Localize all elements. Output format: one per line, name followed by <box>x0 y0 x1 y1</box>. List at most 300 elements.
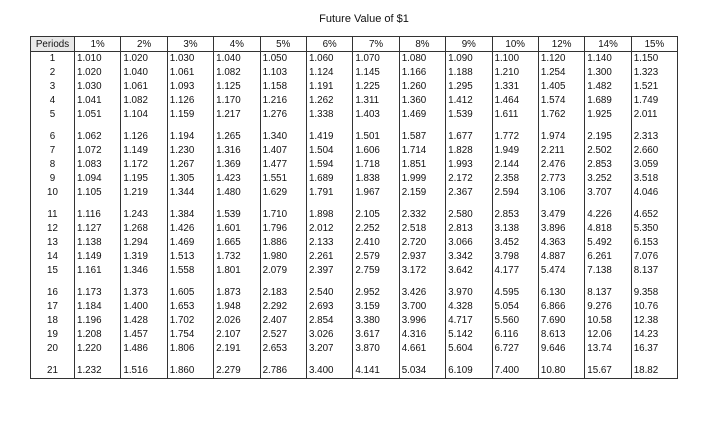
value-cell: 2.105 <box>353 200 399 222</box>
value-cell: 1.412 <box>446 94 492 108</box>
value-cell: 1.993 <box>446 158 492 172</box>
value-cell: 1.040 <box>121 66 167 80</box>
value-cell: 1.254 <box>538 66 584 80</box>
value-cell: 1.689 <box>585 94 631 108</box>
value-cell: 1.407 <box>260 144 306 158</box>
value-cell: 3.380 <box>353 314 399 328</box>
table-row <box>31 144 678 158</box>
value-cell: 1.419 <box>306 122 352 144</box>
value-cell: 1.217 <box>214 108 260 122</box>
value-cell: 1.796 <box>260 222 306 236</box>
value-cell: 1.838 <box>353 172 399 186</box>
rate-header: 3% <box>167 37 213 52</box>
value-cell: 1.323 <box>631 66 677 80</box>
value-cell: 2.252 <box>353 222 399 236</box>
value-cell: 2.594 <box>492 186 538 200</box>
value-cell: 4.818 <box>585 222 631 236</box>
value-cell: 2.261 <box>306 250 352 264</box>
value-cell: 1.665 <box>214 236 260 250</box>
value-cell: 1.090 <box>446 52 492 67</box>
value-cell: 1.749 <box>631 94 677 108</box>
value-cell: 1.331 <box>492 80 538 94</box>
value-cell: 2.172 <box>446 172 492 186</box>
value-cell: 2.580 <box>446 200 492 222</box>
value-cell: 1.276 <box>260 108 306 122</box>
value-cell: 1.210 <box>492 66 538 80</box>
value-cell: 1.195 <box>121 172 167 186</box>
period-cell: 16 <box>31 278 75 300</box>
value-cell: 9.276 <box>585 300 631 314</box>
rate-header: 6% <box>306 37 352 52</box>
period-cell: 5 <box>31 108 75 122</box>
value-cell: 4.717 <box>446 314 492 328</box>
value-cell: 2.579 <box>353 250 399 264</box>
value-cell: 6.116 <box>492 328 538 342</box>
value-cell: 1.294 <box>121 236 167 250</box>
value-cell: 1.539 <box>446 108 492 122</box>
value-cell: 2.332 <box>399 200 445 222</box>
value-cell: 2.786 <box>260 356 306 379</box>
period-cell: 14 <box>31 250 75 264</box>
period-cell: 10 <box>31 186 75 200</box>
value-cell: 1.061 <box>167 66 213 80</box>
value-cell: 10.80 <box>538 356 584 379</box>
period-cell: 8 <box>31 158 75 172</box>
value-cell: 1.225 <box>353 80 399 94</box>
value-cell: 1.967 <box>353 186 399 200</box>
value-cell: 1.060 <box>306 52 352 67</box>
value-cell: 1.482 <box>585 80 631 94</box>
value-cell: 1.606 <box>353 144 399 158</box>
value-cell: 1.501 <box>353 122 399 144</box>
value-cell: 3.172 <box>399 264 445 278</box>
value-cell: 1.714 <box>399 144 445 158</box>
value-cell: 1.208 <box>75 328 121 342</box>
table-row <box>31 186 678 200</box>
rate-header: 8% <box>399 37 445 52</box>
rate-header: 2% <box>121 37 167 52</box>
value-cell: 1.311 <box>353 94 399 108</box>
value-cell: 2.191 <box>214 342 260 356</box>
value-cell: 1.140 <box>585 52 631 67</box>
value-cell: 1.191 <box>306 80 352 94</box>
value-cell: 1.653 <box>167 300 213 314</box>
value-cell: 10.76 <box>631 300 677 314</box>
table-row <box>31 200 678 222</box>
value-cell: 1.806 <box>167 342 213 356</box>
value-cell: 1.316 <box>214 144 260 158</box>
value-cell: 1.295 <box>446 80 492 94</box>
value-cell: 1.010 <box>75 52 121 67</box>
value-cell: 1.040 <box>214 52 260 67</box>
value-cell: 1.405 <box>538 80 584 94</box>
value-cell: 7.076 <box>631 250 677 264</box>
value-cell: 1.173 <box>75 278 121 300</box>
value-cell: 4.363 <box>538 236 584 250</box>
value-cell: 1.605 <box>167 278 213 300</box>
value-cell: 1.762 <box>538 108 584 122</box>
value-cell: 5.474 <box>538 264 584 278</box>
value-cell: 1.232 <box>75 356 121 379</box>
value-cell: 6.153 <box>631 236 677 250</box>
value-cell: 3.642 <box>446 264 492 278</box>
value-cell: 1.400 <box>121 300 167 314</box>
value-cell: 3.400 <box>306 356 352 379</box>
value-cell: 1.041 <box>75 94 121 108</box>
value-cell: 3.252 <box>585 172 631 186</box>
value-cell: 1.196 <box>75 314 121 328</box>
value-cell: 2.313 <box>631 122 677 144</box>
value-cell: 1.702 <box>167 314 213 328</box>
value-cell: 1.828 <box>446 144 492 158</box>
rate-header: 15% <box>631 37 677 52</box>
value-cell: 3.617 <box>353 328 399 342</box>
value-cell: 1.338 <box>306 108 352 122</box>
value-cell: 1.103 <box>260 66 306 80</box>
value-cell: 2.107 <box>214 328 260 342</box>
value-cell: 6.866 <box>538 300 584 314</box>
value-cell: 2.773 <box>538 172 584 186</box>
value-cell: 1.267 <box>167 158 213 172</box>
period-cell: 6 <box>31 122 75 144</box>
value-cell: 7.400 <box>492 356 538 379</box>
value-cell: 1.127 <box>75 222 121 236</box>
value-cell: 1.030 <box>167 52 213 67</box>
value-cell: 1.126 <box>167 94 213 108</box>
value-cell: 1.051 <box>75 108 121 122</box>
period-cell: 2 <box>31 66 75 80</box>
value-cell: 3.138 <box>492 222 538 236</box>
value-cell: 1.360 <box>399 94 445 108</box>
value-cell: 2.079 <box>260 264 306 278</box>
value-cell: 4.887 <box>538 250 584 264</box>
value-cell: 1.104 <box>121 108 167 122</box>
value-cell: 1.558 <box>167 264 213 278</box>
value-cell: 7.138 <box>585 264 631 278</box>
period-cell: 3 <box>31 80 75 94</box>
value-cell: 1.791 <box>306 186 352 200</box>
value-cell: 1.093 <box>167 80 213 94</box>
value-cell: 1.469 <box>167 236 213 250</box>
value-cell: 1.149 <box>75 250 121 264</box>
value-cell: 4.328 <box>446 300 492 314</box>
value-cell: 6.130 <box>538 278 584 300</box>
value-cell: 4.046 <box>631 186 677 200</box>
value-cell: 2.026 <box>214 314 260 328</box>
value-cell: 3.518 <box>631 172 677 186</box>
value-cell: 1.188 <box>446 66 492 80</box>
value-cell: 1.574 <box>538 94 584 108</box>
table-row <box>31 236 678 250</box>
period-cell: 4 <box>31 94 75 108</box>
value-cell: 1.948 <box>214 300 260 314</box>
value-cell: 12.38 <box>631 314 677 328</box>
periods-header: Periods <box>31 37 75 52</box>
value-cell: 4.661 <box>399 342 445 356</box>
rate-header: 1% <box>75 37 121 52</box>
value-cell: 8.137 <box>631 264 677 278</box>
table-row <box>31 264 678 278</box>
value-cell: 5.492 <box>585 236 631 250</box>
value-cell: 3.106 <box>538 186 584 200</box>
value-cell: 1.551 <box>260 172 306 186</box>
table-row <box>31 342 678 356</box>
value-cell: 1.801 <box>214 264 260 278</box>
value-cell: 5.054 <box>492 300 538 314</box>
value-cell: 1.061 <box>121 80 167 94</box>
value-cell: 4.141 <box>353 356 399 379</box>
value-cell: 16.37 <box>631 342 677 356</box>
value-cell: 1.469 <box>399 108 445 122</box>
value-cell: 1.423 <box>214 172 260 186</box>
value-cell: 2.476 <box>538 158 584 172</box>
value-cell: 1.772 <box>492 122 538 144</box>
value-cell: 4.652 <box>631 200 677 222</box>
value-cell: 1.346 <box>121 264 167 278</box>
value-cell: 1.072 <box>75 144 121 158</box>
value-cell: 2.502 <box>585 144 631 158</box>
value-cell: 9.646 <box>538 342 584 356</box>
table-row <box>31 80 678 94</box>
table-row <box>31 314 678 328</box>
value-cell: 3.066 <box>446 236 492 250</box>
value-cell: 1.886 <box>260 236 306 250</box>
table-row <box>31 94 678 108</box>
period-cell: 9 <box>31 172 75 186</box>
value-cell: 1.426 <box>167 222 213 236</box>
value-cell: 1.260 <box>399 80 445 94</box>
value-cell: 2.693 <box>306 300 352 314</box>
value-cell: 1.851 <box>399 158 445 172</box>
table-row <box>31 356 678 379</box>
value-cell: 1.754 <box>167 328 213 342</box>
value-cell: 3.026 <box>306 328 352 342</box>
period-cell: 1 <box>31 52 75 67</box>
value-cell: 1.513 <box>167 250 213 264</box>
value-cell: 7.690 <box>538 314 584 328</box>
value-cell: 1.611 <box>492 108 538 122</box>
period-cell: 12 <box>31 222 75 236</box>
rate-header: 9% <box>446 37 492 52</box>
value-cell: 2.813 <box>446 222 492 236</box>
header-row <box>31 37 678 52</box>
value-cell: 5.350 <box>631 222 677 236</box>
value-cell: 1.974 <box>538 122 584 144</box>
value-cell: 1.124 <box>306 66 352 80</box>
value-cell: 1.268 <box>121 222 167 236</box>
value-cell: 1.125 <box>214 80 260 94</box>
rate-header: 7% <box>353 37 399 52</box>
value-cell: 1.732 <box>214 250 260 264</box>
table-row <box>31 122 678 144</box>
value-cell: 1.539 <box>214 200 260 222</box>
table-row <box>31 158 678 172</box>
value-cell: 15.67 <box>585 356 631 379</box>
value-cell: 1.873 <box>214 278 260 300</box>
value-cell: 2.660 <box>631 144 677 158</box>
value-cell: 2.159 <box>399 186 445 200</box>
table-row <box>31 66 678 80</box>
value-cell: 3.479 <box>538 200 584 222</box>
value-cell: 1.428 <box>121 314 167 328</box>
value-cell: 2.133 <box>306 236 352 250</box>
value-cell: 2.937 <box>399 250 445 264</box>
value-cell: 2.183 <box>260 278 306 300</box>
value-cell: 1.082 <box>121 94 167 108</box>
value-cell: 1.480 <box>214 186 260 200</box>
value-cell: 1.305 <box>167 172 213 186</box>
value-cell: 1.158 <box>260 80 306 94</box>
value-cell: 5.560 <box>492 314 538 328</box>
value-cell: 2.527 <box>260 328 306 342</box>
value-cell: 1.925 <box>585 108 631 122</box>
value-cell: 9.358 <box>631 278 677 300</box>
rate-header: 5% <box>260 37 306 52</box>
value-cell: 1.587 <box>399 122 445 144</box>
table-row <box>31 250 678 264</box>
value-cell: 1.080 <box>399 52 445 67</box>
value-cell: 1.138 <box>75 236 121 250</box>
value-cell: 4.226 <box>585 200 631 222</box>
value-cell: 1.094 <box>75 172 121 186</box>
value-cell: 5.034 <box>399 356 445 379</box>
value-cell: 2.952 <box>353 278 399 300</box>
rate-header: 4% <box>214 37 260 52</box>
value-cell: 4.177 <box>492 264 538 278</box>
value-cell: 1.689 <box>306 172 352 186</box>
period-cell: 15 <box>31 264 75 278</box>
value-cell: 3.207 <box>306 342 352 356</box>
value-cell: 1.710 <box>260 200 306 222</box>
value-cell: 1.145 <box>353 66 399 80</box>
value-cell: 3.342 <box>446 250 492 264</box>
value-cell: 2.397 <box>306 264 352 278</box>
value-cell: 1.120 <box>538 52 584 67</box>
value-cell: 1.083 <box>75 158 121 172</box>
value-cell: 2.012 <box>306 222 352 236</box>
value-cell: 1.464 <box>492 94 538 108</box>
value-cell: 2.853 <box>492 200 538 222</box>
period-cell: 18 <box>31 314 75 328</box>
value-cell: 3.700 <box>399 300 445 314</box>
value-cell: 1.194 <box>167 122 213 144</box>
value-cell: 1.629 <box>260 186 306 200</box>
value-cell: 1.980 <box>260 250 306 264</box>
value-cell: 6.109 <box>446 356 492 379</box>
value-cell: 1.050 <box>260 52 306 67</box>
value-cell: 6.727 <box>492 342 538 356</box>
value-cell: 2.279 <box>214 356 260 379</box>
period-cell: 13 <box>31 236 75 250</box>
value-cell: 1.230 <box>167 144 213 158</box>
value-cell: 1.486 <box>121 342 167 356</box>
value-cell: 2.854 <box>306 314 352 328</box>
value-cell: 1.116 <box>75 200 121 222</box>
value-cell: 1.172 <box>121 158 167 172</box>
value-cell: 4.595 <box>492 278 538 300</box>
value-cell: 1.521 <box>631 80 677 94</box>
period-cell: 7 <box>31 144 75 158</box>
value-cell: 1.020 <box>75 66 121 80</box>
period-cell: 19 <box>31 328 75 342</box>
value-cell: 1.384 <box>167 200 213 222</box>
table-row <box>31 278 678 300</box>
value-cell: 1.718 <box>353 158 399 172</box>
value-cell: 1.149 <box>121 144 167 158</box>
value-cell: 3.426 <box>399 278 445 300</box>
value-cell: 2.540 <box>306 278 352 300</box>
table-row <box>31 300 678 314</box>
value-cell: 1.898 <box>306 200 352 222</box>
value-cell: 1.082 <box>214 66 260 80</box>
value-cell: 2.358 <box>492 172 538 186</box>
value-cell: 1.184 <box>75 300 121 314</box>
value-cell: 1.062 <box>75 122 121 144</box>
value-cell: 1.300 <box>585 66 631 80</box>
value-cell: 3.970 <box>446 278 492 300</box>
value-cell: 1.020 <box>121 52 167 67</box>
table-title: Future Value of $1 <box>319 13 409 25</box>
value-cell: 3.798 <box>492 250 538 264</box>
value-cell: 1.170 <box>214 94 260 108</box>
value-cell: 2.407 <box>260 314 306 328</box>
value-cell: 1.030 <box>75 80 121 94</box>
value-cell: 1.159 <box>167 108 213 122</box>
table-row <box>31 222 678 236</box>
value-cell: 1.220 <box>75 342 121 356</box>
value-cell: 2.410 <box>353 236 399 250</box>
value-cell: 1.373 <box>121 278 167 300</box>
value-cell: 3.870 <box>353 342 399 356</box>
value-cell: 5.604 <box>446 342 492 356</box>
value-cell: 3.707 <box>585 186 631 200</box>
value-cell: 6.261 <box>585 250 631 264</box>
value-cell: 2.518 <box>399 222 445 236</box>
value-cell: 2.011 <box>631 108 677 122</box>
value-cell: 1.100 <box>492 52 538 67</box>
table-body <box>31 52 678 379</box>
value-cell: 3.896 <box>538 222 584 236</box>
value-cell: 8.613 <box>538 328 584 342</box>
value-cell: 1.243 <box>121 200 167 222</box>
value-cell: 4.316 <box>399 328 445 342</box>
value-cell: 2.292 <box>260 300 306 314</box>
value-cell: 1.457 <box>121 328 167 342</box>
value-cell: 3.452 <box>492 236 538 250</box>
value-cell: 2.853 <box>585 158 631 172</box>
value-cell: 2.144 <box>492 158 538 172</box>
value-cell: 1.150 <box>631 52 677 67</box>
value-cell: 1.504 <box>306 144 352 158</box>
period-cell: 20 <box>31 342 75 356</box>
value-cell: 1.126 <box>121 122 167 144</box>
period-cell: 21 <box>31 356 75 379</box>
table-row <box>31 108 678 122</box>
value-cell: 2.195 <box>585 122 631 144</box>
value-cell: 1.677 <box>446 122 492 144</box>
value-cell: 1.369 <box>214 158 260 172</box>
table-row <box>31 328 678 342</box>
value-cell: 1.601 <box>214 222 260 236</box>
future-value-table <box>30 36 678 379</box>
value-cell: 1.262 <box>306 94 352 108</box>
value-cell: 1.949 <box>492 144 538 158</box>
value-cell: 1.216 <box>260 94 306 108</box>
value-cell: 2.367 <box>446 186 492 200</box>
value-cell: 1.344 <box>167 186 213 200</box>
value-cell: 1.105 <box>75 186 121 200</box>
value-cell: 1.477 <box>260 158 306 172</box>
